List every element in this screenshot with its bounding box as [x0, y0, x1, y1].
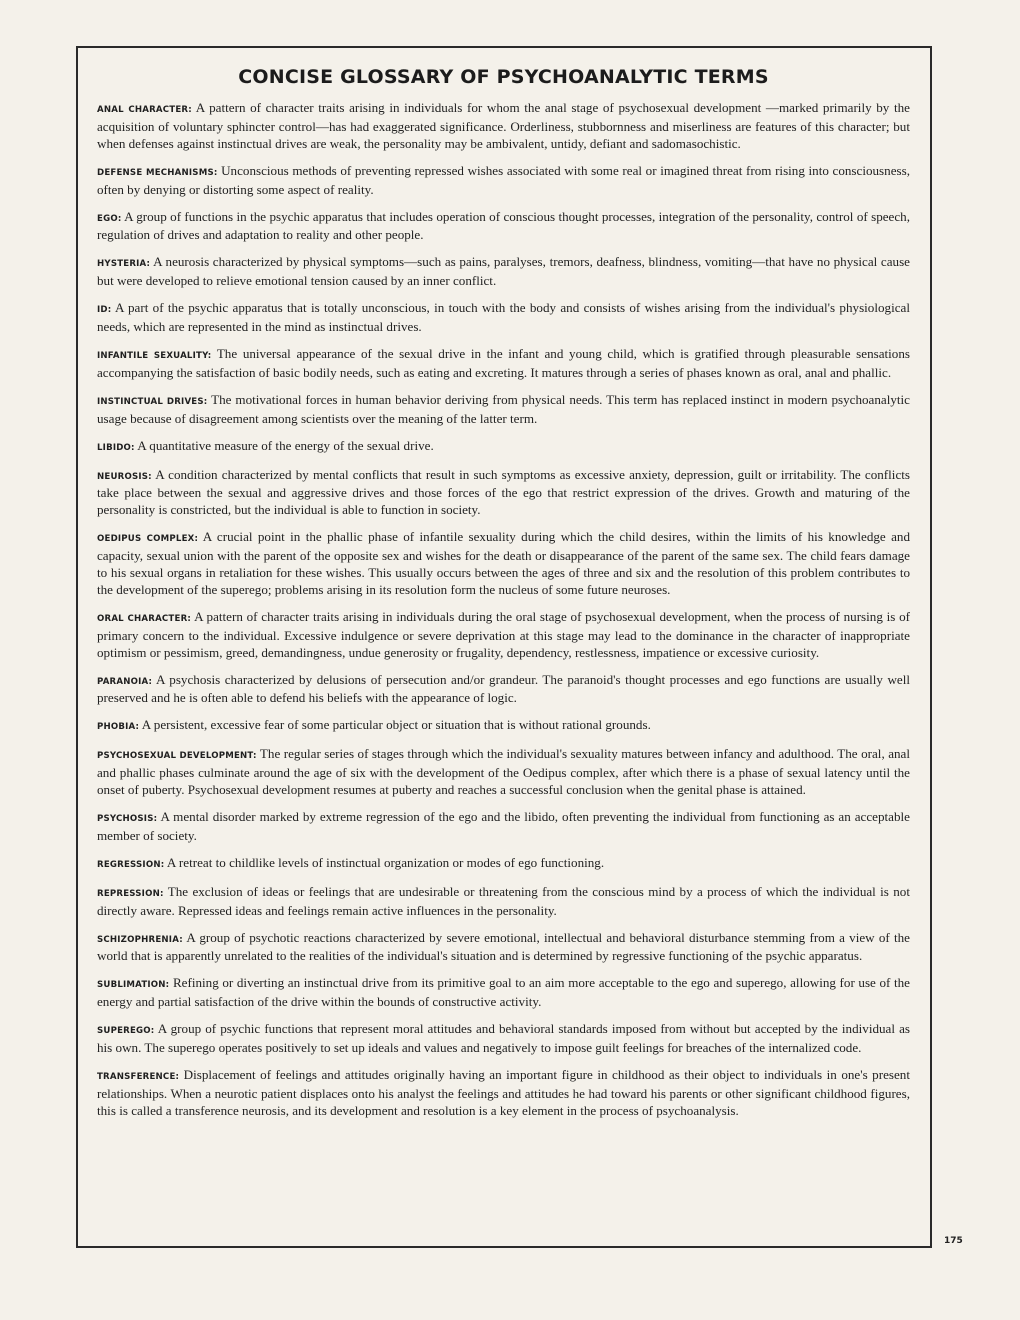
glossary-term: PSYCHOSEXUAL DEVELOPMENT: — [97, 751, 257, 762]
glossary-entry-transference — [97, 1067, 910, 1120]
glossary-term: REGRESSION: — [97, 859, 165, 870]
glossary-term: REPRESSION: — [97, 888, 164, 899]
glossary-entry-id — [97, 300, 910, 336]
glossary-definition: Displacement of feelings and attitudes originally having an important figure in childhood as their object to individuals in one's present relationships. When a neurotic patient displaces onto his analyst the feelings and attitudes he had toward his parents or other significant childhood figures, this is called a transference neurosis, and its development and resolution is a key element in the process of psychoanalysis. — [97, 1066, 910, 1118]
glossary-definition: A mental disorder marked by extreme regression of the ego and the libido, often preventing the individual from functioning as an acceptable member of society. — [97, 809, 910, 843]
glossary-term: NEUROSIS: — [97, 471, 152, 482]
glossary-entry-ego — [97, 209, 910, 245]
glossary-term: ORAL CHARACTER: — [97, 613, 192, 624]
glossary-definition: A group of psychic functions that represent moral attitudes and behavioral standards imposed from without but accepted by the individual as his own. The superego operates positively to set up ideals and values and negatively to impose guilt feelings for breaches of the internalized code. — [97, 1021, 910, 1056]
glossary-definition: The motivational forces in human behavior deriving from physical needs. This term has replaced instinct in modern psychoanalytic usage because of disagreement among scientists over the meaning of the latter term. — [97, 391, 910, 426]
glossary-term: ANAL CHARACTER: — [97, 105, 192, 115]
glossary-definition: A crucial point in the phallic phase of infantile sexuality during which the child desires, within the limits of his knowledge and capacity, sexual union with the parent of the opposite sex and wishes for the death or disappearance of the parent of the same sex. The child fears damage to his sexual organs in retaliation for these wishes. This usually occurs between the ages of three and six and the resolution of this problem contributes to the development of the superego; problems arising in its resolution form the nucleus of some future neuroses. — [97, 529, 910, 597]
glossary-term: LIBIDO: — [97, 442, 135, 453]
glossary-definition: The regular series of stages through which the individual's sexuality matures between infancy and adulthood. The oral, anal and phallic phases culminate around the age of six with the development of the Oedipus complex, after which there is a phase of sexual latency until the onset of puberty. Psychosexual development resumes at puberty and reaches a successful conclusion when the genital phase is attained. — [97, 746, 910, 798]
glossary-term: SCHIZOPHRENIA: — [97, 934, 183, 945]
glossary-term: PSYCHOSIS: — [97, 814, 158, 824]
glossary-title: CONCISE GLOSSARY OF PSYCHOANALYTIC TERMS — [238, 66, 769, 88]
glossary-entry-schizophrenia — [97, 930, 910, 966]
glossary-entry-phobia — [97, 717, 910, 736]
glossary-frame — [76, 46, 932, 1248]
glossary-entry-oral-character — [97, 609, 910, 662]
glossary-term: INSTINCTUAL DRIVES: — [97, 396, 208, 407]
glossary-entry-neurosis — [97, 467, 910, 520]
glossary-term: SUBLIMATION: — [97, 980, 170, 991]
glossary-entry-oedipus-complex — [97, 529, 910, 599]
glossary-entry-libido — [97, 438, 910, 457]
glossary-definition: A quantitative measure of the energy of the sexual drive. — [137, 437, 434, 453]
glossary-term: OEDIPUS COMPLEX: — [97, 534, 199, 545]
glossary-definition: Unconscious methods of preventing repressed wishes associated with some real or imagined threat from rising into consciousness, often by denying or distorting some aspect of reality. — [97, 162, 910, 197]
glossary-definition: The universal appearance of the sexual drive in the infant and young child, which is gratified through pleasurable sensations accompanying the satisfaction of basic bodily needs, such as eating and excreting. It matures through a series of phases known as oral, anal and phallic. — [97, 345, 911, 380]
glossary-definition: A neurosis characterized by physical symptoms—such as pains, paralyses, tremors, deafness, blindness, vomiting—that have no physical cause but were developed to relieve emotional tension caused by an inner conflict. — [97, 254, 910, 289]
glossary-definition: The exclusion of ideas or feelings that are undesirable or threatening from the conscious mind by a process of which the individual is not directly aware. Repressed ideas and feelings remain active influences in the personality. — [97, 883, 910, 918]
glossary-term: EGO: — [97, 213, 122, 224]
glossary-definition: A psychosis characterized by delusions of persecution and/or grandeur. The paranoid's thought processes and ego functions are usually well preserved and he is often able to defend his beliefs with the appearance of logic. — [97, 671, 910, 706]
glossary-term: PHOBIA: — [97, 722, 140, 733]
glossary-definition: A pattern of character traits arising in individuals during the oral stage of psychosexual development, when the process of nursing is of primary concern to the individual. Excessive indulgence or severe deprivation at this stage may lead to the dominance in the character of inappropriate optimism or pessimism, greed, demandingness, undue generosity or frugality, dependency, restlessness, impatience or excessive curiosity. — [97, 608, 910, 660]
glossary-entry-instinctual-drives — [97, 392, 910, 428]
glossary-entry-psychosexual-development — [97, 746, 910, 799]
glossary-definition: A persistent, excessive fear of some particular object or situation that is without rational grounds. — [141, 717, 651, 733]
glossary-entry-hysteria — [97, 254, 910, 290]
glossary-entry-defense-mechanisms — [97, 163, 910, 199]
glossary-term: TRANSFERENCE: — [97, 1071, 180, 1082]
glossary-definition: Refining or diverting an instinctual drive from its primitive goal to an aim more acceptable to the ego and superego, allowing for use of the energy and partial satisfaction of the drive within the bounds of constructive activity. — [97, 975, 910, 1010]
glossary-entry-repression — [97, 884, 910, 920]
glossary-term: PARANOIA: — [97, 676, 153, 687]
glossary-term: SUPEREGO: — [97, 1026, 155, 1037]
glossary-definition: A pattern of character traits arising in individuals for whom the anal stage of psychosexual development —marked primarily by the acquisition of voluntary sphincter control—has had exaggerated significance. Orderliness, stubbornness and miserliness are features of this character; but when defenses against instinctual drives are weak, the personality may be ambivalent, untidy, defiant and sadomasochistic. — [97, 100, 910, 151]
glossary-entry-psychosis — [97, 809, 910, 845]
glossary-term: INFANTILE SEXUALITY: — [97, 350, 212, 361]
glossary-term: DEFENSE MECHANISMS: — [97, 167, 218, 178]
glossary-entry-superego — [97, 1021, 910, 1057]
glossary-entry-sublimation — [97, 975, 910, 1011]
glossary-term: HYSTERIA: — [97, 259, 151, 270]
glossary-entry-regression — [97, 855, 910, 874]
glossary-entry-paranoia — [97, 672, 910, 708]
glossary-definition: A group of psychotic reactions characterized by severe emotional, intellectual and behavioral disturbance stemming from a view of the world that is apparently unrelated to the realities of the individual's situation and is determined by regressive functioning of the psychic apparatus. — [97, 929, 910, 964]
glossary-definition: A group of functions in the psychic apparatus that includes operation of conscious thought processes, integration of the personality, control of speech, regulation of drives and adaptation to reality and other people. — [97, 208, 910, 243]
glossary-entry-infantile-sexuality — [97, 346, 910, 382]
glossary-entry-anal-character — [97, 100, 910, 153]
page-number: 175 — [944, 1236, 963, 1246]
glossary-definition: A retreat to childlike levels of instinctual organization or modes of ego functioning. — [166, 854, 605, 870]
glossary-definition: A condition characterized by mental conflicts that result in such symptoms as excessive anxiety, depression, guilt or irritability. The conflicts take place between the sexual and aggressive drives and those forces of the ego that restrict expression of the drives. Growth and maturing of the personality is constricted, but the individual is able to function in society. — [97, 466, 910, 518]
glossary-term: ID: — [97, 305, 112, 316]
glossary-definition: A part of the psychic apparatus that is totally unconscious, in touch with the body and consists of wishes arising from the individual's physiological needs, which are represented in the mind as instinctual drives. — [97, 300, 910, 335]
